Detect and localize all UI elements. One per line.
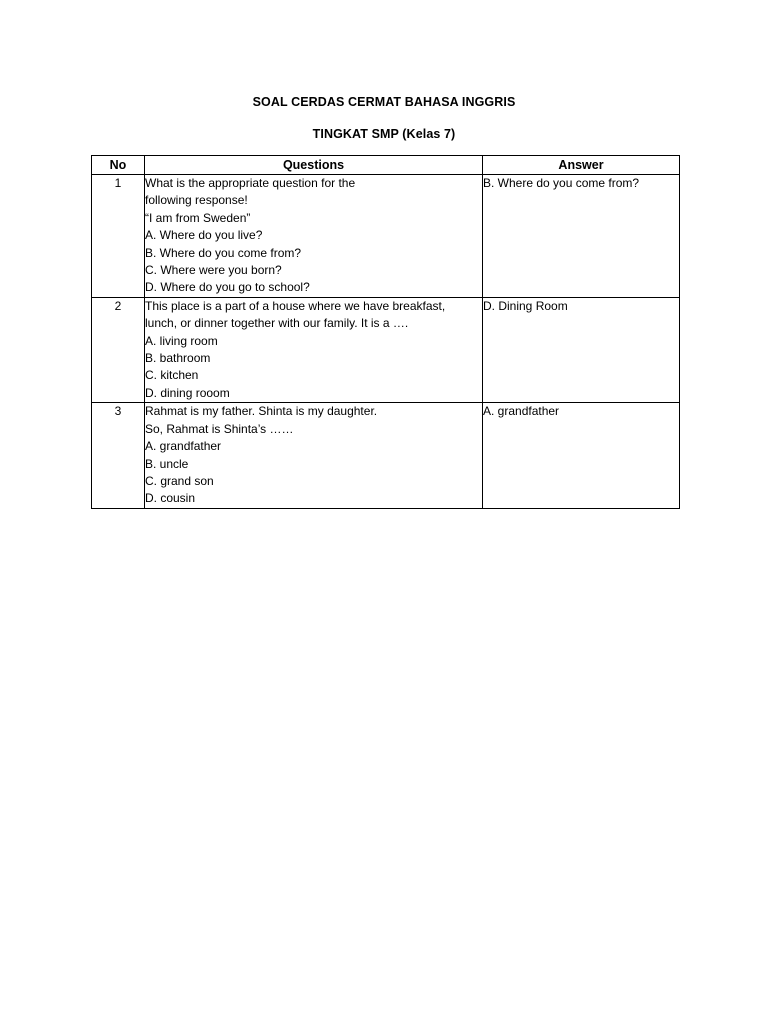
header-no: No: [92, 156, 145, 175]
row-number: [92, 403, 145, 508]
row-number: [92, 175, 145, 298]
quiz-table: [91, 155, 680, 509]
row-number-text: 2: [114, 298, 122, 313]
option-a: A. grandfather: [145, 439, 222, 454]
question-cell: [145, 175, 483, 298]
question-line: following response!: [145, 193, 248, 208]
question-line: Rahmat is my father. Shinta is my daughter.: [145, 404, 378, 419]
option-b: B. Where do you come from?: [145, 245, 302, 260]
row-number-text: 1: [114, 176, 122, 190]
answer-text: B. Where do you come from?: [483, 176, 640, 190]
option-b: B. uncle: [145, 456, 189, 471]
question-line: So, Rahmat is Shinta’s ……: [145, 421, 294, 436]
answer-cell: [483, 297, 680, 402]
answer-text: D. Dining Room: [483, 298, 568, 313]
option-a: A. Where do you live?: [145, 228, 263, 243]
row-number-text: 3: [114, 404, 122, 419]
row-number: [92, 297, 145, 402]
question-line: This place is a part of a house where we have breakfast,: [145, 298, 446, 313]
header-questions: Questions: [145, 156, 483, 175]
option-b: B. bathroom: [145, 351, 211, 366]
option-d: D. cousin: [145, 491, 196, 506]
table-header-row: [92, 156, 680, 175]
option-d: D. Where do you go to school?: [145, 280, 310, 295]
question-cell: [145, 297, 483, 402]
answer-text: A. grandfather: [483, 404, 560, 419]
option-c: C. kitchen: [145, 368, 199, 383]
option-a: A. living room: [145, 333, 218, 348]
document-title: SOAL CERDAS CERMAT BAHASA INGGRIS: [252, 95, 516, 109]
document-subtitle: TINGKAT SMP (Kelas 7): [312, 127, 456, 141]
option-d: D. dining rooom: [145, 385, 230, 400]
table-row: [92, 297, 680, 402]
option-c: C. Where were you born?: [145, 263, 282, 278]
answer-cell: [483, 403, 680, 508]
table-row: [92, 403, 680, 508]
table-row: [92, 175, 680, 298]
question-line: lunch, or dinner together with our family. It is a ….: [145, 316, 409, 331]
question-cell: [145, 403, 483, 508]
answer-cell: [483, 175, 680, 298]
question-line: “I am from Sweden”: [145, 210, 251, 225]
header-answer: Answer: [483, 156, 680, 175]
option-c: C. grand son: [145, 473, 214, 488]
question-line: What is the appropriate question for the: [145, 176, 356, 190]
